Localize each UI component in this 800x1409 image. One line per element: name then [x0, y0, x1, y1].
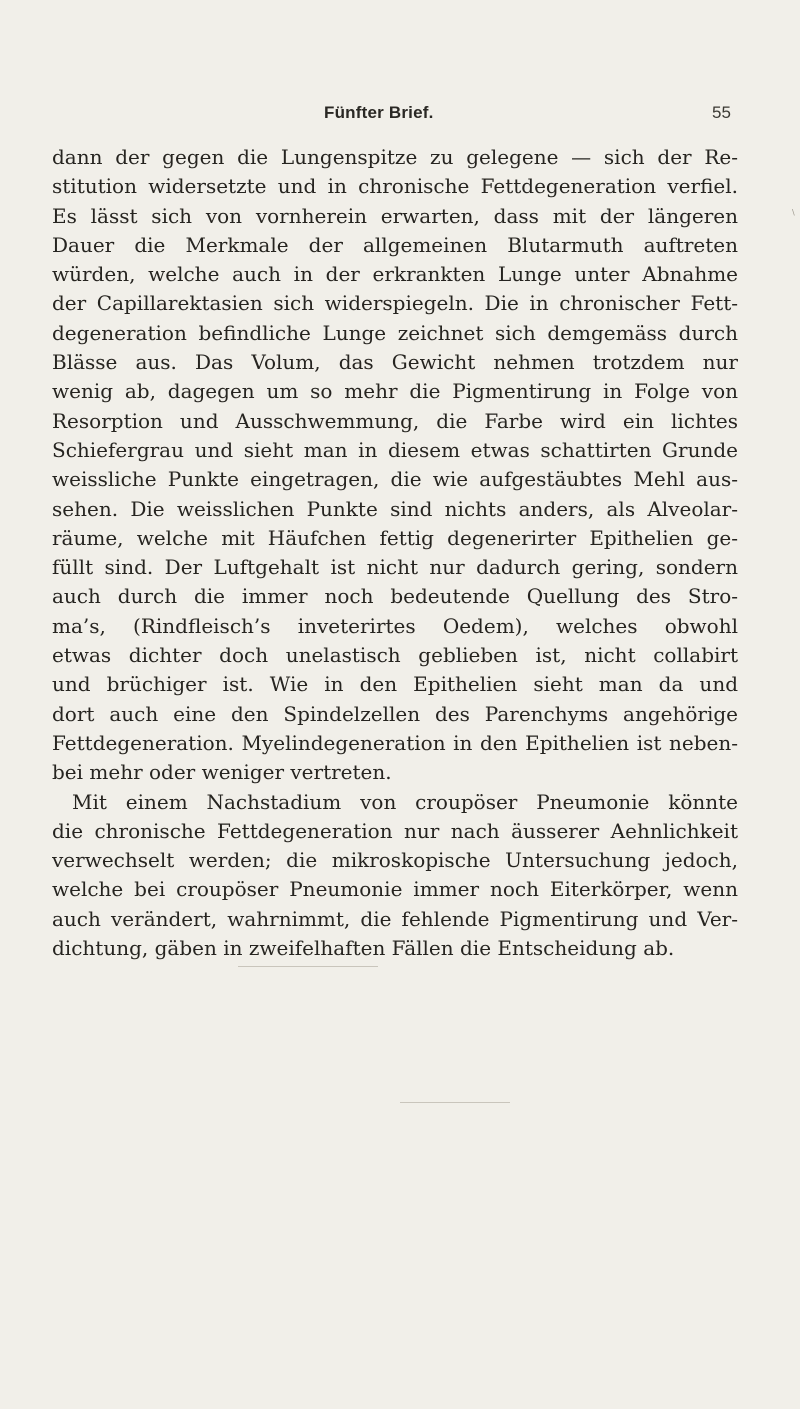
text-line: wenig ab, dagegen um so mehr die Pigmentirung in Folge von: [52, 379, 738, 404]
text-line: dann der gegen die Lungenspitze zu gelegene — sich der Re-: [52, 145, 738, 169]
text-line: ma’s, (Rindfleisch’s inveterirtes Oedem), welches obwohl: [52, 613, 738, 638]
paper-blemish: [400, 1102, 510, 1103]
text-line: Blässe aus. Das Volum, das Gewicht nehmen trotzdem nur: [52, 350, 738, 375]
text-line: die chronische Fettdegeneration nur nach äusserer Aehnlichkeit: [52, 818, 738, 843]
text-line: Dauer die Merkmale der allgemeinen Blutarmuth auftreten: [52, 232, 738, 257]
text-line: füllt sind. Der Luftgehalt ist nicht nur dadurch gering, sondern: [52, 555, 738, 580]
text-line: Es lässt sich von vornherein erwarten, dass mit der längeren: [52, 203, 738, 228]
text-line: auch verändert, wahrnimmt, die fehlende Pigmentirung und Ver-: [52, 906, 738, 931]
text-line: degeneration befindliche Lunge zeichnet sich demgemäss durch: [52, 320, 738, 345]
text-line: und brüchiger ist. Wie in den Epithelien sieht man da und: [52, 672, 738, 697]
body-text: [52, 143, 738, 963]
text-line: auch durch die immer noch bedeutende Quellung des Stro-: [52, 584, 738, 609]
page-number: 55: [712, 103, 731, 122]
text-line: stitution widersetzte und in chronische Fettdegeneration verfiel.: [52, 174, 738, 199]
text-line: Fettdegeneration. Myelindegeneration in den Epithelien ist neben-: [52, 730, 738, 755]
margin-mark: \: [792, 208, 795, 217]
text-line: welche bei croupöser Pneumonie immer noch Eiterkörper, wenn: [52, 877, 738, 902]
text-line: Resorption und Ausschwemmung, die Farbe wird ein lichtes: [52, 408, 738, 433]
running-head: [0, 103, 800, 127]
text-line: dort auch eine den Spindelzellen des Parenchyms angehörige: [52, 701, 738, 726]
paragraph-start-line: Mit einem Nachstadium von croupöser Pneumonie könnte: [72, 789, 738, 814]
running-title: Fünfter Brief.: [324, 103, 434, 122]
text-line: Schiefergrau und sieht man in diesem etwas schattirten Grunde: [52, 437, 738, 462]
text-line: etwas dichter doch unelastisch geblieben ist, nicht collabirt: [52, 643, 738, 668]
text-line: verwechselt werden; die mikroskopische Untersuchung jedoch,: [52, 848, 738, 873]
paper-blemish: [238, 966, 378, 967]
text-line: der Capillarektasien sich widerspiegeln. Die in chronischer Fett-: [52, 291, 738, 316]
text-line: würden, welche auch in der erkrankten Lunge unter Abnahme: [52, 262, 738, 287]
text-line: sehen. Die weisslichen Punkte sind nichts anders, als Alveolar-: [52, 496, 738, 521]
text-line: räume, welche mit Häufchen fettig degenerirter Epithelien ge-: [52, 525, 738, 550]
paragraph-end-line: dichtung, gäben in zweifelhaften Fällen die Entscheidung ab.: [52, 936, 675, 961]
paragraph-end-line: bei mehr oder weniger vertreten.: [52, 760, 392, 785]
text-line: weissliche Punkte eingetragen, die wie aufgestäubtes Mehl aus-: [52, 467, 738, 492]
